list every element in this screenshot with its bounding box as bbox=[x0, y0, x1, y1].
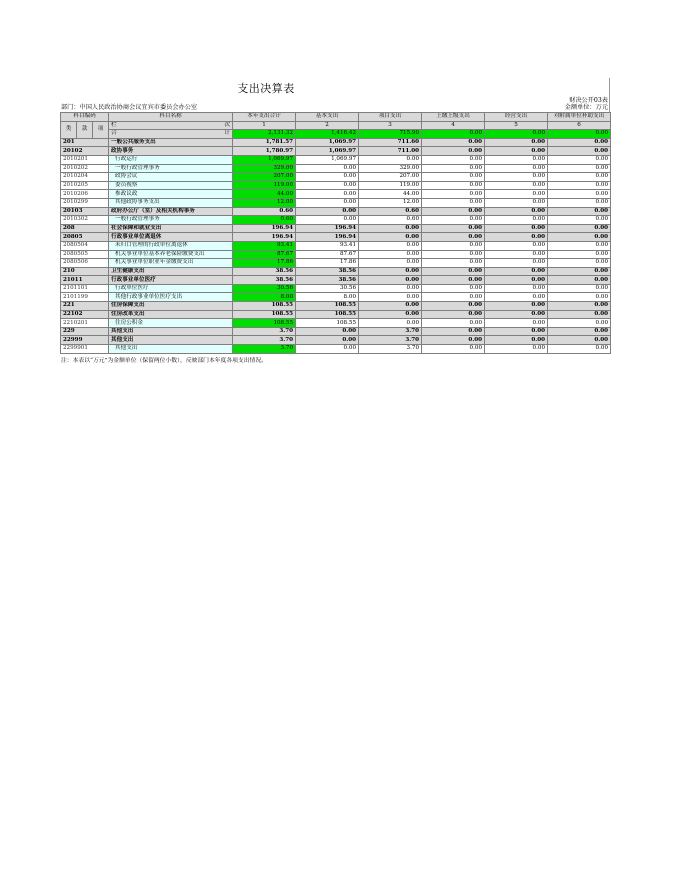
amount-cell: 0.00 bbox=[485, 207, 548, 216]
category-row bbox=[61, 276, 611, 285]
amount-cell: 0.00 bbox=[422, 293, 485, 302]
amount-cell: 1,781.57 bbox=[233, 138, 296, 147]
amount-cell: 0.00 bbox=[359, 310, 422, 319]
amount-cell: 3.70 bbox=[359, 345, 422, 354]
subject-code: 210 bbox=[61, 267, 109, 276]
amount-cell: 0.00 bbox=[359, 267, 422, 276]
subject-code: 20805 bbox=[61, 233, 109, 242]
amount-cell: 0.00 bbox=[548, 198, 611, 207]
amount-cell: 0.00 bbox=[359, 302, 422, 311]
meta-row bbox=[60, 96, 610, 110]
amount-cell: 93.41 bbox=[233, 241, 296, 250]
header-col4: 上缴上级支出 bbox=[422, 113, 485, 122]
amount-cell: 0.60 bbox=[359, 207, 422, 216]
index-ci: 次 bbox=[224, 121, 231, 128]
subject-code: 229 bbox=[61, 327, 109, 336]
amount-cell: 0.00 bbox=[485, 216, 548, 225]
index-num: 6 bbox=[548, 121, 611, 130]
index-num: 3 bbox=[359, 121, 422, 130]
item-row bbox=[61, 216, 611, 225]
item-row bbox=[61, 173, 611, 182]
category-row bbox=[61, 207, 611, 216]
amount-cell: 1,069.97 bbox=[233, 155, 296, 164]
header-kuan: 款 bbox=[77, 121, 93, 138]
amount-cell: 0.00 bbox=[548, 241, 611, 250]
amount-cell: 0.00 bbox=[359, 155, 422, 164]
amount-cell: 196.94 bbox=[233, 224, 296, 233]
amount-cell: 0.00 bbox=[422, 173, 485, 182]
amount-cell: 0.00 bbox=[485, 259, 548, 268]
amount-cell: 0.00 bbox=[548, 138, 611, 147]
subject-code: 2080505 bbox=[61, 250, 109, 259]
amount-cell: 0.00 bbox=[485, 276, 548, 285]
page-title: 支出决算表 bbox=[237, 82, 295, 95]
amount-cell: 3.70 bbox=[233, 345, 296, 354]
amount-cell: 108.55 bbox=[233, 319, 296, 328]
footnote: 注：本表以“万元”为金额单位（保留两位小数），反映部门本年度各项支出情况。 bbox=[61, 357, 267, 364]
amount-cell: 17.86 bbox=[296, 259, 359, 268]
amount-cell: 0.00 bbox=[485, 233, 548, 242]
amount-cell: 108.55 bbox=[296, 310, 359, 319]
amount-cell: 30.56 bbox=[296, 284, 359, 293]
amount-cell: 44.00 bbox=[359, 190, 422, 199]
header-name: 科目名称 bbox=[109, 113, 233, 122]
amount-cell: 0.00 bbox=[422, 302, 485, 311]
amount-cell: 0.00 bbox=[485, 327, 548, 336]
amount-cell: 0.00 bbox=[485, 224, 548, 233]
item-row bbox=[61, 181, 611, 190]
amount-cell: 0.00 bbox=[485, 241, 548, 250]
amount-cell: 0.00 bbox=[485, 293, 548, 302]
amount-cell: 0.00 bbox=[548, 224, 611, 233]
amount-cell: 0.60 bbox=[359, 216, 422, 225]
amount-cell: 0.00 bbox=[422, 259, 485, 268]
amount-cell: 0.00 bbox=[548, 155, 611, 164]
category-row bbox=[61, 224, 611, 233]
amount-cell: 0.00 bbox=[359, 241, 422, 250]
amount-cell: 0.00 bbox=[296, 216, 359, 225]
amount-cell: 87.67 bbox=[296, 250, 359, 259]
item-row bbox=[61, 293, 611, 302]
amount-cell: 0.00 bbox=[548, 284, 611, 293]
amount-cell: 87.67 bbox=[233, 250, 296, 259]
amount-cell: 1,780.97 bbox=[233, 147, 296, 156]
amount-cell: 0.00 bbox=[485, 155, 548, 164]
amount-cell: 196.94 bbox=[296, 224, 359, 233]
subject-name: 一般行政管理事务 bbox=[109, 164, 233, 173]
amount-cell: 8.00 bbox=[233, 293, 296, 302]
amount-cell: 0.00 bbox=[359, 319, 422, 328]
amount-cell: 8.00 bbox=[296, 293, 359, 302]
amount-cell: 0.00 bbox=[422, 190, 485, 199]
amount-cell: 0.00 bbox=[548, 310, 611, 319]
amount-cell: 0.00 bbox=[485, 164, 548, 173]
amount-cell: 0.00 bbox=[548, 345, 611, 354]
amount-cell: 3.70 bbox=[233, 327, 296, 336]
amount-cell: 38.56 bbox=[296, 267, 359, 276]
amount-cell: 0.00 bbox=[485, 319, 548, 328]
amount-cell: 207.00 bbox=[233, 173, 296, 182]
header-col5: 经营支出 bbox=[485, 113, 548, 122]
amount-cell: 3.70 bbox=[359, 336, 422, 345]
amount-cell: 0.60 bbox=[233, 207, 296, 216]
amount-cell: 0.00 bbox=[548, 216, 611, 225]
amount-cell: 0.00 bbox=[296, 336, 359, 345]
amount-cell: 0.00 bbox=[485, 250, 548, 259]
amount-cell: 0.00 bbox=[422, 207, 485, 216]
amount-cell: 0.00 bbox=[296, 327, 359, 336]
index-num: 4 bbox=[422, 121, 485, 130]
amount-cell: 329.00 bbox=[359, 164, 422, 173]
expenditure-table bbox=[60, 112, 611, 354]
amount-cell: 0.00 bbox=[422, 138, 485, 147]
amount-cell: 119.00 bbox=[359, 181, 422, 190]
subject-name: 参政议政 bbox=[109, 190, 233, 199]
subject-name: 机关事业单位职业年金缴费支出 bbox=[109, 259, 233, 268]
category-row bbox=[61, 310, 611, 319]
amount-cell: 0.00 bbox=[485, 190, 548, 199]
amount-cell: 0.00 bbox=[422, 276, 485, 285]
amount-cell: 1,069.97 bbox=[296, 147, 359, 156]
amount-cell: 0.00 bbox=[485, 284, 548, 293]
amount-cell: 0.00 bbox=[548, 319, 611, 328]
amount-cell: 0.00 bbox=[485, 310, 548, 319]
subject-code: 2010302 bbox=[61, 216, 109, 225]
amount-cell: 44.00 bbox=[233, 190, 296, 199]
item-row bbox=[61, 155, 611, 164]
subject-code: 2101199 bbox=[61, 293, 109, 302]
subject-name: 其他支出 bbox=[109, 327, 233, 336]
subject-name: 政协事务 bbox=[109, 147, 233, 156]
amount-cell: 0.00 bbox=[548, 207, 611, 216]
item-row bbox=[61, 345, 611, 354]
item-row bbox=[61, 250, 611, 259]
amount-cell: 0.00 bbox=[422, 198, 485, 207]
amount-cell: 0.00 bbox=[296, 345, 359, 354]
amount-cell: 0.00 bbox=[422, 224, 485, 233]
form-number: 财决公开03表 bbox=[569, 97, 608, 104]
subject-code: 221 bbox=[61, 302, 109, 311]
amount-cell: 196.94 bbox=[296, 233, 359, 242]
item-row bbox=[61, 284, 611, 293]
subject-code: 2010206 bbox=[61, 190, 109, 199]
index-row bbox=[61, 121, 611, 130]
subject-name: 政府办公厅（室）及相关机构事务 bbox=[109, 207, 233, 216]
category-row bbox=[61, 233, 611, 242]
amount-cell: 711.60 bbox=[359, 138, 422, 147]
amount-cell: 93.41 bbox=[296, 241, 359, 250]
amount-cell: 30.56 bbox=[233, 284, 296, 293]
amount-cell: 17.86 bbox=[233, 259, 296, 268]
total-value: 0.00 bbox=[422, 130, 485, 139]
subject-name: 行政运行 bbox=[109, 155, 233, 164]
subject-code: 2101101 bbox=[61, 284, 109, 293]
amount-cell: 1,069.97 bbox=[296, 155, 359, 164]
amount-cell: 0.00 bbox=[422, 155, 485, 164]
amount-cell: 0.00 bbox=[422, 336, 485, 345]
amount-cell: 108.55 bbox=[296, 302, 359, 311]
amount-cell: 0.00 bbox=[422, 310, 485, 319]
amount-cell: 0.00 bbox=[422, 284, 485, 293]
department-label: 部门：中国人民政治协商会议宜宾市委员会办公室 bbox=[61, 104, 198, 111]
amount-cell: 0.00 bbox=[548, 276, 611, 285]
unit-label: 金额单位：万元 bbox=[564, 104, 608, 111]
item-row bbox=[61, 190, 611, 199]
subject-code: 2080504 bbox=[61, 241, 109, 250]
amount-cell: 0.00 bbox=[485, 198, 548, 207]
subject-code: 208 bbox=[61, 224, 109, 233]
subject-code: 21011 bbox=[61, 276, 109, 285]
subject-name: 行政单位医疗 bbox=[109, 284, 233, 293]
subject-code: 2010205 bbox=[61, 181, 109, 190]
amount-cell: 0.00 bbox=[548, 259, 611, 268]
item-row bbox=[61, 164, 611, 173]
header-col3: 项目支出 bbox=[359, 113, 422, 122]
amount-cell: 3.70 bbox=[233, 336, 296, 345]
subject-name: 政协会议 bbox=[109, 173, 233, 182]
total-value: 0.00 bbox=[548, 130, 611, 139]
subject-name: 机关事业单位基本养老保险缴费支出 bbox=[109, 250, 233, 259]
amount-cell: 0.00 bbox=[548, 336, 611, 345]
amount-cell: 0.60 bbox=[233, 216, 296, 225]
index-num: 5 bbox=[485, 121, 548, 130]
subject-code: 201 bbox=[61, 138, 109, 147]
total-row bbox=[61, 130, 611, 139]
amount-cell: 0.00 bbox=[548, 173, 611, 182]
amount-cell: 0.00 bbox=[422, 164, 485, 173]
amount-cell: 0.00 bbox=[422, 181, 485, 190]
amount-cell: 0.00 bbox=[359, 233, 422, 242]
amount-cell: 0.00 bbox=[485, 302, 548, 311]
amount-cell: 38.56 bbox=[233, 267, 296, 276]
amount-cell: 0.00 bbox=[548, 302, 611, 311]
amount-cell: 0.00 bbox=[485, 173, 548, 182]
header-xiang: 项 bbox=[93, 121, 109, 138]
amount-cell: 0.00 bbox=[548, 267, 611, 276]
item-row bbox=[61, 319, 611, 328]
index-lan: 栏 bbox=[111, 121, 117, 128]
amount-cell: 0.00 bbox=[359, 259, 422, 268]
subject-code: 22102 bbox=[61, 310, 109, 319]
subject-code: 2010204 bbox=[61, 173, 109, 182]
subject-name: 其他行政事业单位医疗支出 bbox=[109, 293, 233, 302]
amount-cell: 0.00 bbox=[485, 345, 548, 354]
index-num: 1 bbox=[233, 121, 296, 130]
subject-name: 其他政协事务支出 bbox=[109, 198, 233, 207]
amount-cell: 0.00 bbox=[422, 345, 485, 354]
subject-code: 2010202 bbox=[61, 164, 109, 173]
total-value: 2,131.32 bbox=[233, 130, 296, 139]
total-value: 715.90 bbox=[359, 130, 422, 139]
amount-cell: 0.00 bbox=[422, 147, 485, 156]
amount-cell: 108.55 bbox=[233, 310, 296, 319]
subject-code: 2010299 bbox=[61, 198, 109, 207]
item-row bbox=[61, 198, 611, 207]
amount-cell: 196.94 bbox=[233, 233, 296, 242]
amount-cell: 119.00 bbox=[233, 181, 296, 190]
header-col6: 对附属单位补助支出 bbox=[548, 113, 611, 122]
amount-cell: 0.00 bbox=[485, 138, 548, 147]
subject-code: 2080506 bbox=[61, 259, 109, 268]
amount-cell: 0.00 bbox=[485, 336, 548, 345]
category-row bbox=[61, 267, 611, 276]
subject-code: 22999 bbox=[61, 336, 109, 345]
amount-cell: 108.55 bbox=[296, 319, 359, 328]
amount-cell: 0.00 bbox=[296, 181, 359, 190]
amount-cell: 0.00 bbox=[422, 216, 485, 225]
subject-name: 住房改革支出 bbox=[109, 310, 233, 319]
subject-name: 住房公积金 bbox=[109, 319, 233, 328]
item-row bbox=[61, 241, 611, 250]
amount-cell: 0.00 bbox=[296, 190, 359, 199]
amount-cell: 711.00 bbox=[359, 147, 422, 156]
amount-cell: 0.00 bbox=[548, 293, 611, 302]
index-label bbox=[109, 121, 233, 130]
category-row bbox=[61, 336, 611, 345]
amount-cell: 0.00 bbox=[548, 250, 611, 259]
subject-name: 一般公共服务支出 bbox=[109, 138, 233, 147]
amount-cell: 12.00 bbox=[233, 198, 296, 207]
amount-cell: 108.55 bbox=[233, 302, 296, 311]
subject-name: 住房保障支出 bbox=[109, 302, 233, 311]
amount-cell: 0.00 bbox=[485, 147, 548, 156]
amount-cell: 0.00 bbox=[422, 241, 485, 250]
amount-cell: 0.00 bbox=[296, 207, 359, 216]
total-he: 合 bbox=[111, 130, 117, 137]
subject-name: 委员视察 bbox=[109, 181, 233, 190]
amount-cell: 0.00 bbox=[548, 233, 611, 242]
amount-cell: 0.00 bbox=[359, 224, 422, 233]
subject-code: 20102 bbox=[61, 147, 109, 156]
subject-name: 卫生健康支出 bbox=[109, 267, 233, 276]
amount-cell: 0.00 bbox=[359, 276, 422, 285]
subject-name: 未归口管理的行政单位离退休 bbox=[109, 241, 233, 250]
amount-cell: 3.70 bbox=[359, 327, 422, 336]
amount-cell: 12.00 bbox=[359, 198, 422, 207]
subject-name: 行政事业单位医疗 bbox=[109, 276, 233, 285]
amount-cell: 0.00 bbox=[359, 284, 422, 293]
amount-cell: 0.00 bbox=[422, 233, 485, 242]
amount-cell: 0.00 bbox=[359, 293, 422, 302]
amount-cell: 1,069.97 bbox=[296, 138, 359, 147]
amount-cell: 0.00 bbox=[296, 198, 359, 207]
amount-cell: 329.00 bbox=[233, 164, 296, 173]
amount-cell: 0.00 bbox=[548, 181, 611, 190]
subject-name: 一般行政管理事务 bbox=[109, 216, 233, 225]
header-col2: 基本支出 bbox=[296, 113, 359, 122]
header-row bbox=[61, 113, 611, 122]
expenditure-sheet bbox=[60, 78, 610, 364]
index-num: 2 bbox=[296, 121, 359, 130]
header-col1: 本年支出合计 bbox=[233, 113, 296, 122]
subject-code: 2010201 bbox=[61, 155, 109, 164]
subject-code: 2299901 bbox=[61, 345, 109, 354]
subject-code: 2210201 bbox=[61, 319, 109, 328]
subject-name: 行政事业单位离退休 bbox=[109, 233, 233, 242]
subject-name: 社会保障和就业支出 bbox=[109, 224, 233, 233]
amount-cell: 0.00 bbox=[296, 164, 359, 173]
category-row bbox=[61, 302, 611, 311]
total-value: 0.00 bbox=[485, 130, 548, 139]
item-row bbox=[61, 259, 611, 268]
amount-cell: 0.00 bbox=[548, 327, 611, 336]
total-ji: 计 bbox=[224, 130, 231, 137]
amount-cell: 0.00 bbox=[485, 181, 548, 190]
total-label bbox=[109, 130, 233, 139]
amount-cell: 0.00 bbox=[296, 173, 359, 182]
amount-cell: 0.00 bbox=[422, 267, 485, 276]
amount-cell: 0.00 bbox=[485, 267, 548, 276]
amount-cell: 0.00 bbox=[359, 250, 422, 259]
amount-cell: 0.00 bbox=[422, 327, 485, 336]
amount-cell: 207.00 bbox=[359, 173, 422, 182]
subject-name: 其他支出 bbox=[109, 336, 233, 345]
subject-name: 其他支出 bbox=[109, 345, 233, 354]
subject-code: 20103 bbox=[61, 207, 109, 216]
amount-cell: 38.56 bbox=[296, 276, 359, 285]
category-row bbox=[61, 147, 611, 156]
total-value: 1,416.42 bbox=[296, 130, 359, 139]
category-row bbox=[61, 327, 611, 336]
amount-cell: 0.00 bbox=[422, 319, 485, 328]
amount-cell: 0.00 bbox=[548, 190, 611, 199]
amount-cell: 0.00 bbox=[548, 147, 611, 156]
title-row bbox=[60, 78, 610, 96]
header-code: 科目编码 bbox=[61, 113, 109, 122]
amount-cell: 0.00 bbox=[548, 164, 611, 173]
amount-cell: 0.00 bbox=[422, 250, 485, 259]
category-row bbox=[61, 138, 611, 147]
header-lei: 类 bbox=[61, 121, 77, 138]
amount-cell: 38.56 bbox=[233, 276, 296, 285]
